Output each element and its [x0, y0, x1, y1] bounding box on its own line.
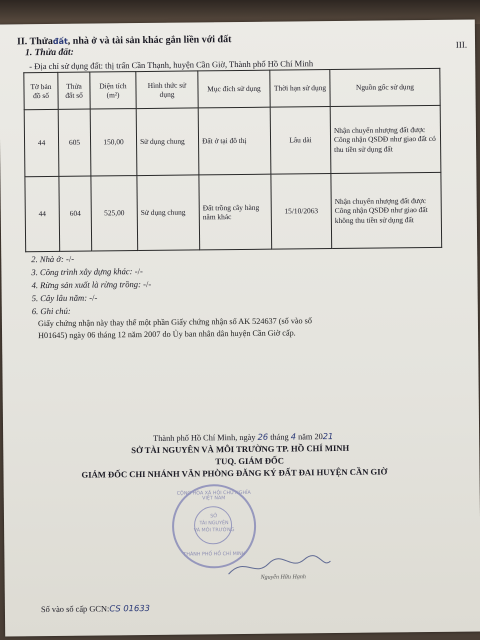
- item-other-construction: [31, 266, 142, 277]
- cell-purpose: Đất trồng cây hàng năm khác: [199, 174, 272, 250]
- stamp-center-1: SỞ: [210, 514, 218, 520]
- cell-use-form: Sử dụng chung: [136, 108, 199, 176]
- item-perennial-trees: [32, 292, 98, 303]
- stamp-top-text: CỘNG HÒA XÃ HỘI CHỦ NGHĨA VIỆT NAM: [176, 490, 251, 502]
- issuing-department: SỞ TÀI NGUYÊN VÀ MÔI TRƯỜNG TP. HỒ CHÍ MINH: [131, 442, 350, 456]
- document-page: [0, 20, 480, 637]
- certificate-register: [41, 603, 150, 614]
- header-map-sheet: Tờ bản đồ số: [24, 72, 58, 109]
- date-year-suffix: 21: [322, 431, 334, 442]
- signer-name: Nguyễn Hữu Hạnh: [260, 574, 306, 581]
- header-origin: Nguồn gốc sử dụng: [330, 68, 440, 106]
- stamp-bottom-text: THÀNH PHỐ HỒ CHÍ MINH: [183, 551, 246, 558]
- cell-term: 15/10/2063: [271, 174, 332, 250]
- branch-office: GIÁM ĐỐC CHI NHÁNH VĂN PHÒNG ĐĂNG KÝ ĐẤT ĐAI HUYỆN CẦN GIỜ: [81, 466, 388, 480]
- header-area: Diện tích (m²): [90, 72, 136, 109]
- header-purpose: Mục đích sử dụng: [198, 70, 270, 108]
- land-table: [23, 68, 442, 252]
- item-forest-label: 4. Rừng sản xuất là rừng trồng:: [31, 279, 141, 291]
- item-perennial-trees-label: 5. Cây lâu năm:: [31, 292, 88, 304]
- cell-origin: Nhận chuyển nhượng đất được Công nhận QSDĐ như giao đất không thu tiền sử dụng đất: [331, 172, 442, 248]
- section-title-suffix: , nhà ở và tài sản khác gắn liền với đất: [67, 34, 232, 47]
- place-date: [153, 431, 333, 443]
- section-marker: III.: [455, 39, 468, 50]
- header-term: Thời hạn sử dụng: [270, 70, 330, 108]
- place-date-prefix: Thành phố Hồ Chí Minh, ngày: [153, 432, 256, 443]
- item-house-value: -/-: [63, 253, 75, 264]
- land-heading: 1. Thửa đất:: [25, 47, 74, 59]
- note-line-2: H01645) ngày 06 tháng 12 năm 2007 do Ủy ban nhân dân huyện Cần Giờ cấp.: [38, 328, 296, 341]
- cell-term: Lâu dài: [270, 107, 331, 175]
- cell-parcel: 604: [59, 176, 92, 251]
- header-parcel: Thửa đất số: [58, 72, 90, 109]
- section-title-prefix: II. Thửa: [16, 35, 53, 48]
- item-other-construction-value: -/-: [132, 266, 143, 277]
- land-address: - Địa chỉ sử dụng đất: thị trấn Cần Thạnh, huyện Cần Giờ, Thành phố Hồ Chí Minh: [29, 58, 314, 72]
- cell-area: 525,00: [91, 176, 138, 251]
- cell-map-sheet: 44: [25, 176, 60, 251]
- section-title-handwritten: đất: [52, 36, 68, 46]
- certificate-register-label: Số vào sổ cấp GCN:: [40, 604, 110, 615]
- item-other-construction-label: 3. Công trình xây dựng khác:: [31, 266, 133, 278]
- certificate-register-number: CS 01633: [109, 602, 150, 614]
- cell-parcel: 605: [58, 109, 91, 176]
- item-forest: [31, 279, 151, 290]
- authorization-title: TUQ. GIÁM ĐỐC: [215, 455, 284, 467]
- item-forest-value: -/-: [140, 278, 152, 290]
- cell-origin: Nhận chuyển nhượng đất được Công nhận QSDĐ như giao đất có thu tiền sử dụng đất: [330, 105, 441, 173]
- item-house: [31, 254, 74, 264]
- item-perennial-trees-value: -/-: [87, 292, 98, 303]
- stamp-center-3: VÀ MÔI TRƯỜNG: [193, 528, 235, 534]
- item-notes: [32, 306, 71, 316]
- item-notes-label: 6. Ghi chú:: [31, 305, 71, 317]
- cell-purpose: Đất ở tại đô thị: [198, 107, 271, 175]
- date-month-label: tháng: [270, 432, 289, 442]
- cell-use-form: Sử dụng chung: [137, 175, 200, 251]
- item-house-label: 2. Nhà ở:: [31, 253, 64, 265]
- table-row: [24, 105, 441, 176]
- date-day: 26: [257, 431, 269, 442]
- stamp-center-2: TÀI NGUYÊN: [199, 521, 229, 527]
- section-title: [17, 34, 232, 47]
- table-row: [25, 172, 442, 251]
- date-year-label: năm 20: [298, 432, 323, 442]
- note-line-1: Giấy chứng nhận này thay thế một phần Giấy chứng nhận số AK 524637 (số vào số: [37, 316, 312, 329]
- header-use-form: Hình thức sử dụng: [136, 71, 198, 109]
- cell-area: 150,00: [90, 109, 137, 176]
- date-month: 4: [290, 431, 297, 442]
- table-header-row: [24, 68, 440, 109]
- cell-map-sheet: 44: [24, 109, 59, 176]
